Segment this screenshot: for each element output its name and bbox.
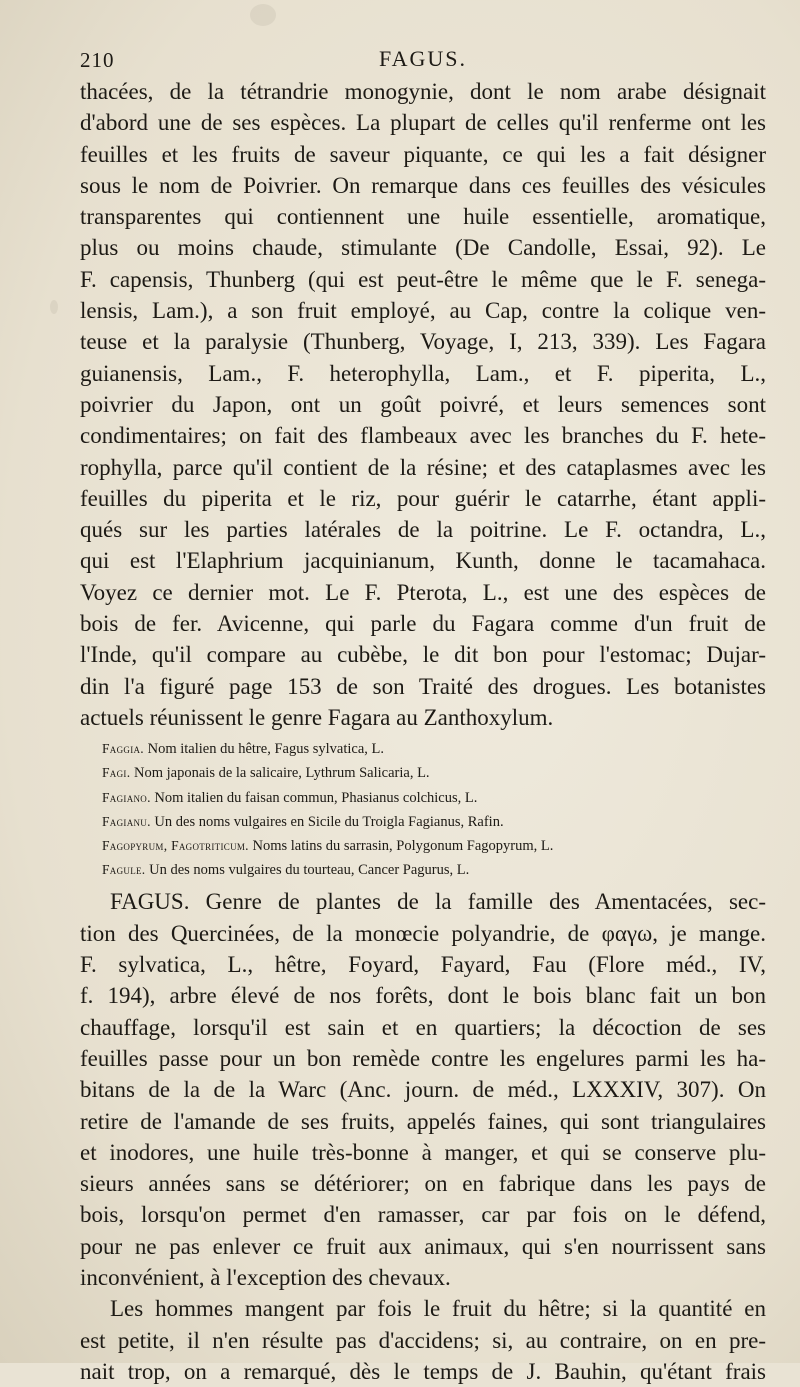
- text-line: Voyez ce dernier mot. Le F. Pterota, L., est une des espèces de: [80, 579, 766, 605]
- text-line: sous le nom de Poivrier. On remarque dans ces feuilles des vésicules: [80, 172, 766, 198]
- text-line: l'Inde, qu'il compare au cubèbe, le dit bon pour l'estomac; Dujar-: [80, 642, 766, 668]
- running-head: [80, 46, 766, 80]
- text-line: qués sur les parties latérales de la poitrine. Le F. octandra, L.,: [80, 517, 766, 543]
- entry-headword: Fagule.: [102, 862, 146, 878]
- text-line: tion des Quercinées, de la monœcie polyandrie, de φαγω, je mange.: [80, 920, 766, 946]
- text-line: bois, lorsqu'on permet d'en ramasser, car par fois on le défend,: [80, 1202, 766, 1228]
- entry-text: Nom italien du hêtre, Fagus sylvatica, L.: [147, 741, 384, 758]
- text-line: thacées, de la tétrandrie monogynie, dont le nom arabe désignait: [80, 79, 766, 104]
- entry-text: Un des noms vulgaires en Sicile du Troigla Fagianus, Rafin.: [154, 813, 504, 830]
- entry-text: Nom japonais de la salicaire, Lythrum Salicaria, L.: [134, 765, 430, 782]
- text-line: d'abord une de ses espèces. La plupart de celles qu'il renferme ont les: [80, 110, 766, 136]
- paragraph-fruit: [80, 1293, 766, 1387]
- text-line: rophylla, parce qu'il contient de la résine; et des cataplasmes avec les: [80, 454, 766, 480]
- entry-headword: Faggia.: [102, 741, 144, 757]
- entry-fagi: [102, 761, 766, 785]
- page-number: 210: [80, 48, 115, 72]
- entry-fagule: [102, 858, 766, 882]
- text-line: et inodores, une huile très-bonne à manger, et qui se conserve plu-: [80, 1139, 766, 1165]
- text-line: din l'a figuré page 153 de son Traité des drogues. Les botanistes: [80, 673, 766, 699]
- entry-text: Noms latins du sarrasin, Polygonum Fagopyrum, L.: [252, 838, 554, 855]
- text-line: inconvénient, à l'exception des chevaux.: [80, 1265, 451, 1291]
- entry-faggia: [102, 737, 766, 761]
- entry-text: Un des noms vulgaires du tourteau, Cancer Pagurus, L.: [149, 862, 470, 879]
- text-line: teuse et la paralysie (Thunberg, Voyage, I, 213, 339). Les Fagara: [80, 329, 766, 355]
- entry-fagiano: [102, 786, 766, 810]
- text-line: condimentaires; on fait des flambeaux avec les branches du F. hete-: [80, 423, 766, 449]
- text-line: sieurs années sans se détériorer; on en fabrique dans les pays de: [80, 1171, 766, 1197]
- entry-fagianu: [102, 810, 766, 834]
- text-line: F. capensis, Thunberg (qui est peut-être le même que le F. senega-: [80, 266, 766, 292]
- text-line: pour ne pas enlever ce fruit aux animaux, qui s'en nourrissent sans: [80, 1233, 766, 1259]
- text-line: FAGUS. Genre de plantes de la famille des Amentacées, sec-: [110, 889, 766, 915]
- entry-headword: Fagianu.: [102, 813, 151, 829]
- text-line: qui est l'Elaphrium jacquinianum, Kunth, donne le tacamahaca.: [80, 548, 766, 574]
- text-line: est petite, il n'en résulte pas d'accidens; si, au contraire, on en pre-: [80, 1327, 766, 1353]
- text-line: feuilles du piperita et le riz, pour guérir le catarrhe, étant appli-: [80, 485, 766, 511]
- text-line: nait trop, on a remarqué, dès le temps de J. Bauhin, qu'étant frais: [80, 1358, 766, 1384]
- text-line: guianensis, Lam., F. heterophylla, Lam., et F. piperita, L.,: [80, 360, 766, 386]
- paragraph-fagara-continued: [80, 76, 766, 733]
- text-line: feuilles et les fruits de saveur piquante, ce qui les a fait désigner: [80, 141, 766, 167]
- text-line: chauffage, lorsqu'il est sain et en quartiers; la décoction de ses: [80, 1014, 766, 1040]
- text-line: retire de l'amande de ses fruits, appelés faines, qui sont triangulaires: [80, 1108, 766, 1134]
- text-line: plus ou moins chaude, stimulante (De Candolle, Essai, 92). Le: [80, 235, 766, 261]
- text-line: bois de fer. Avicenne, qui parle du Fagara comme d'un fruit de: [80, 611, 766, 637]
- entry-headword: Fagopyrum, Fagotriticum.: [102, 838, 249, 854]
- paragraph-fagus: [80, 886, 766, 1293]
- text-line: F. sylvatica, L., hêtre, Foyard, Fayard, Fau (Flore méd., IV,: [80, 952, 766, 978]
- text-line: actuels réunissent le genre Fagara au Zanthoxylum.: [80, 704, 554, 730]
- entry-fagopyrum: [102, 834, 766, 858]
- entry-text: Nom italien du faisan commun, Phasianus colchicus, L.: [154, 789, 478, 806]
- text-line: lensis, Lam.), a son fruit employé, au Cap, contre la colique ven-: [80, 298, 766, 324]
- entry-headword: Fagiano.: [102, 789, 151, 805]
- paper-stain: [50, 300, 58, 314]
- entry-headword: Fagi.: [102, 765, 131, 781]
- text-line: Les hommes mangent par fois le fruit du hêtre; si la quantité en: [110, 1296, 766, 1322]
- text-line: feuilles passe pour un bon remède contre les engelures parmi les ha-: [80, 1045, 766, 1071]
- text-line: poivrier du Japon, ont un goût poivré, et leurs semences sont: [80, 391, 766, 417]
- text-line: f. 194), arbre élevé de nos forêts, dont le bois blanc fait un bon: [80, 983, 766, 1009]
- dictionary-entries: [102, 737, 766, 882]
- text-line: bitans de la de la Warc (Anc. journ. de méd., LXXXIV, 307). On: [80, 1077, 766, 1103]
- text-line: transparentes qui contiennent une huile essentielle, aromatique,: [80, 204, 766, 230]
- paper-stain: [250, 4, 276, 26]
- running-title: FAGUS.: [378, 46, 467, 71]
